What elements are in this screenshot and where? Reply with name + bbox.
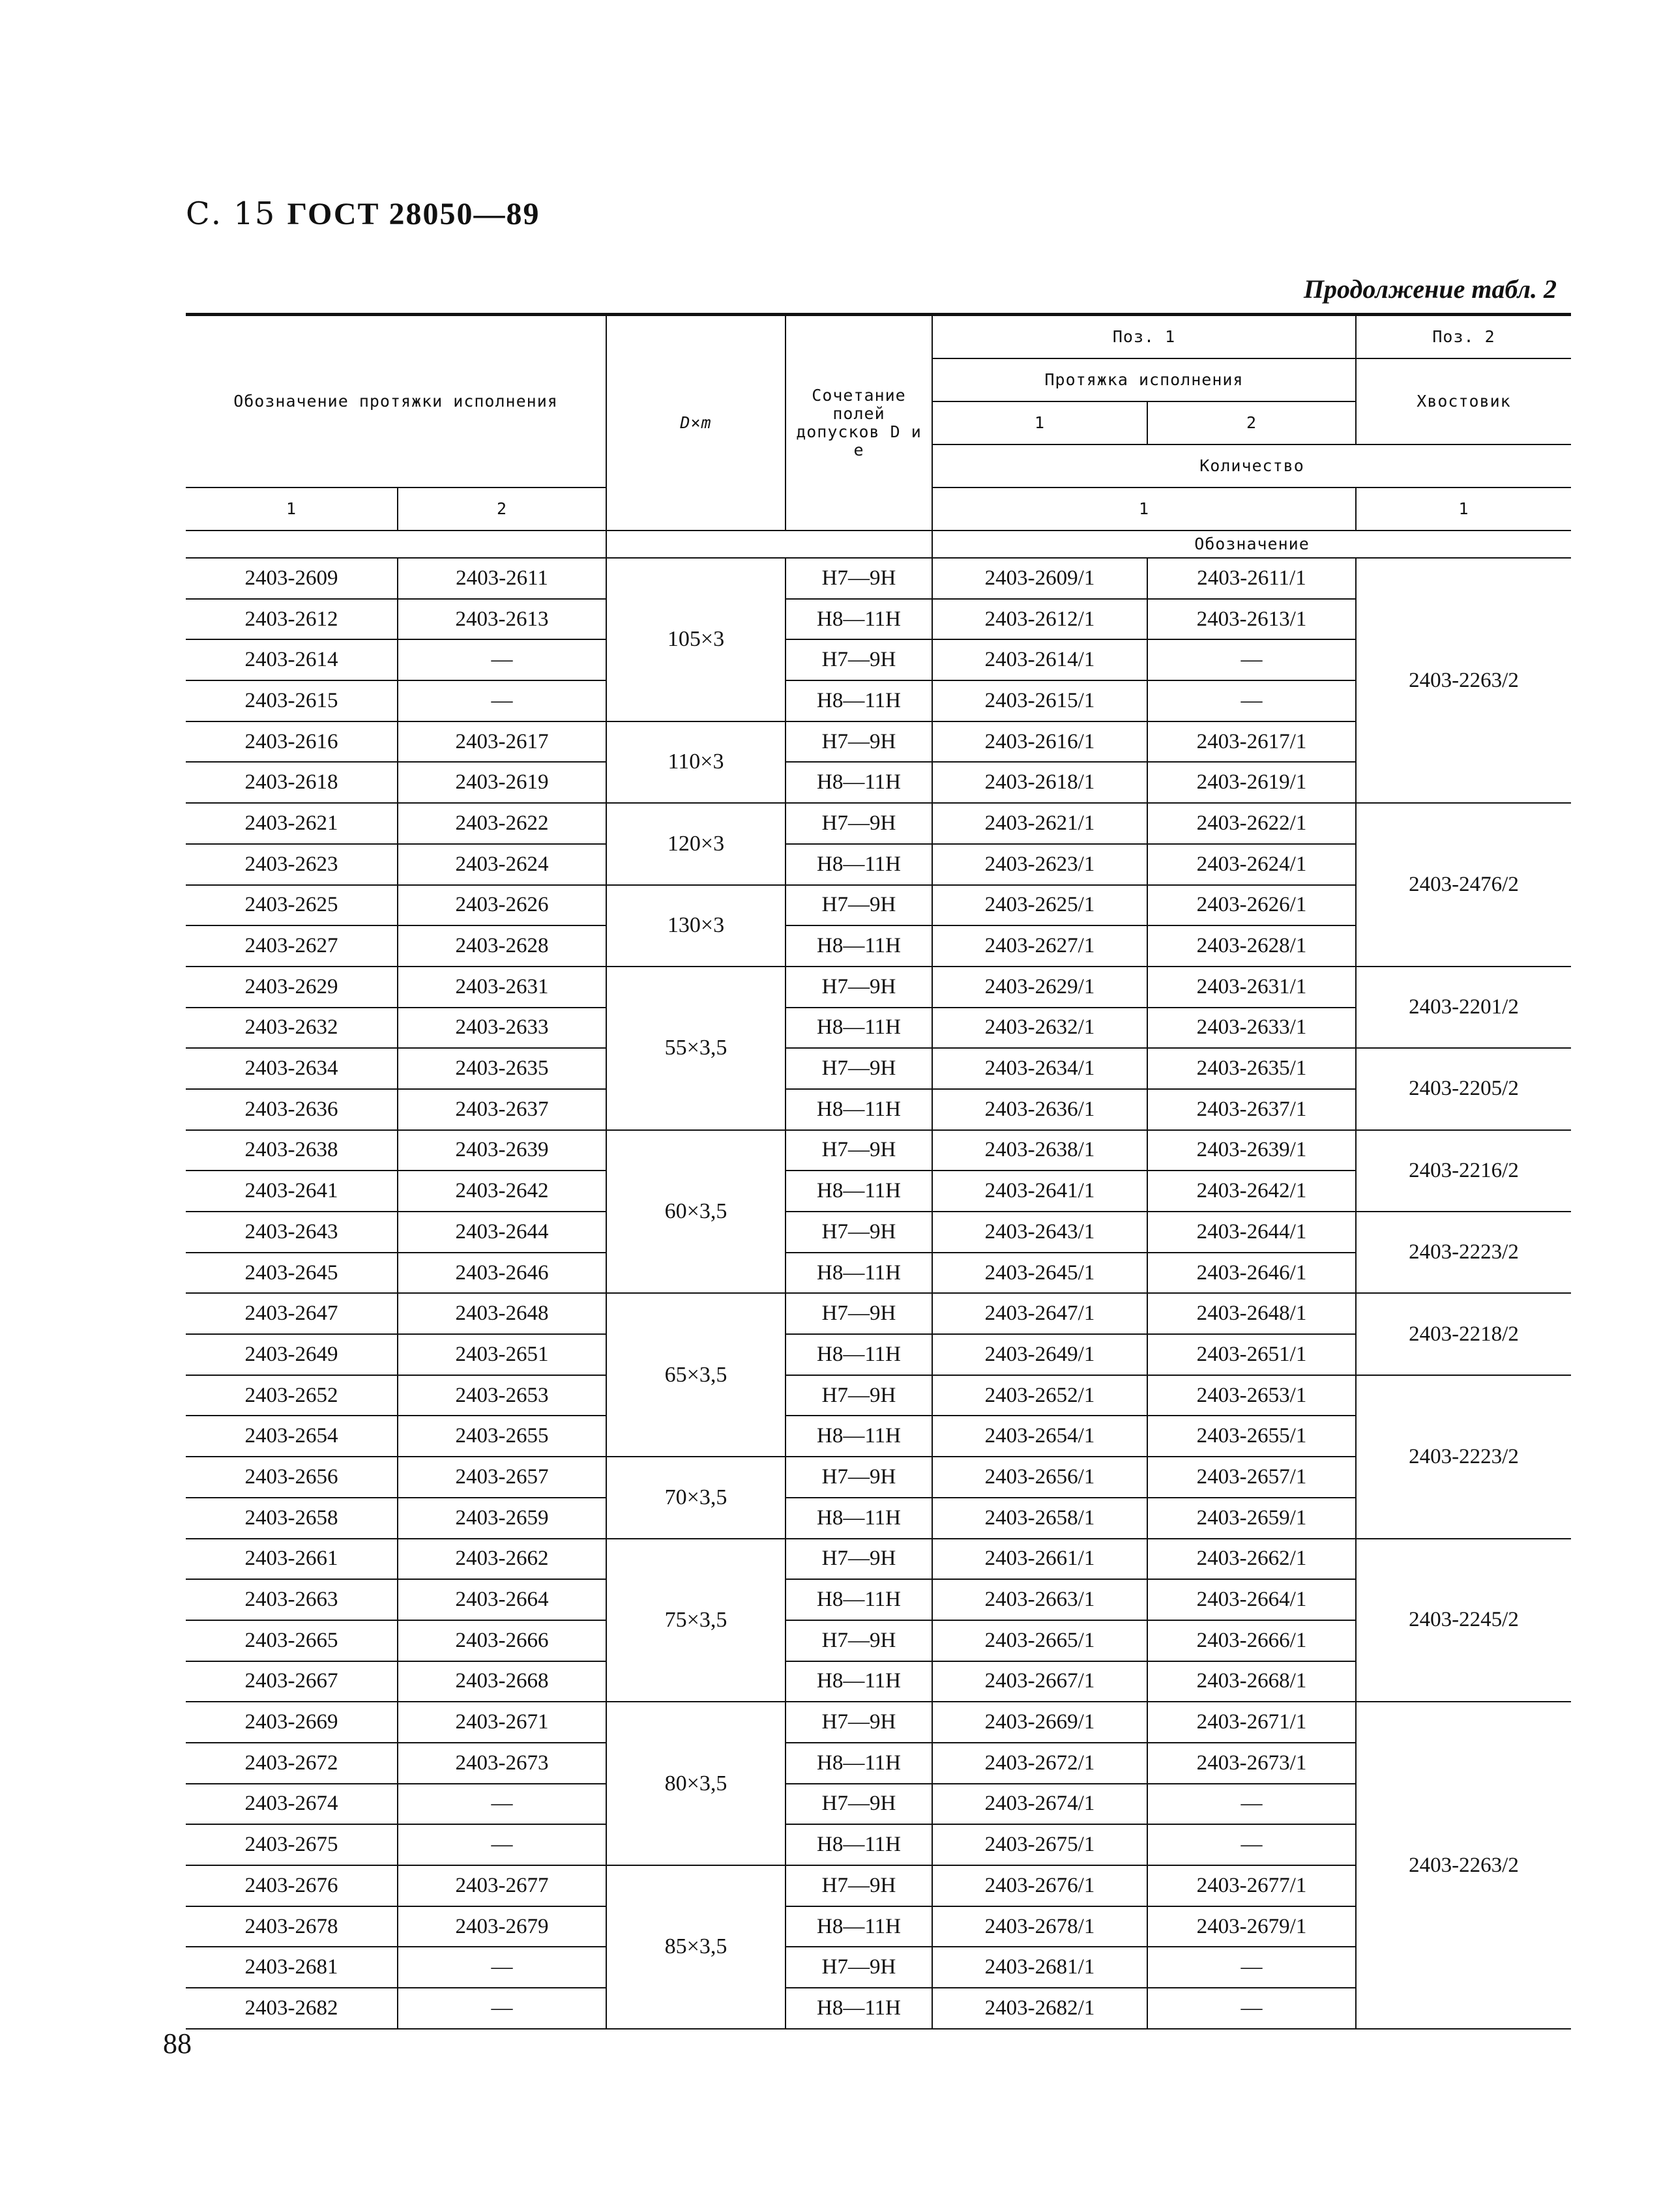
shank-cell: 2403-2201/2 [1356,967,1571,1048]
tolerance-cell: H7—9H [786,1539,932,1580]
tolerance-cell: H8—11H [786,599,932,640]
header-col-1: 1 [186,488,398,531]
header-sub-1: 1 [932,401,1147,444]
designation-2-cell: 2403-2679 [398,1906,606,1947]
tolerance-cell: H8—11H [786,1988,932,2029]
header-dxm [606,315,786,531]
designation-2-cell: — [398,1784,606,1825]
header-blank-mid [606,531,932,558]
page-header [186,196,540,232]
designation-1-cell: 2403-2609 [186,558,398,599]
tolerance-cell: H8—11H [786,925,932,967]
designation-2-cell: 2403-2639 [398,1130,606,1171]
designation-1-cell: 2403-2667 [186,1661,398,1702]
pos1-version-1-cell: 2403-2675/1 [932,1824,1147,1865]
pos1-version-1-cell: 2403-2643/1 [932,1212,1147,1253]
shank-cell: 2403-2245/2 [1356,1539,1571,1702]
table-row [186,558,1571,599]
designation-2-cell: 2403-2668 [398,1661,606,1702]
pos1-version-1-cell: 2403-2634/1 [932,1048,1147,1089]
dimension-cell: 55×3,5 [606,967,786,1130]
pos1-version-1-cell: 2403-2618/1 [932,762,1147,803]
pos1-version-1-cell: 2403-2632/1 [932,1008,1147,1049]
pos1-version-1-cell: 2403-2661/1 [932,1539,1147,1580]
pos1-version-2-cell: 2403-2655/1 [1147,1416,1356,1457]
designation-1-cell: 2403-2612 [186,599,398,640]
pos1-version-1-cell: 2403-2623/1 [932,844,1147,885]
pos1-version-2-cell: 2403-2633/1 [1147,1008,1356,1049]
designation-1-cell: 2403-2665 [186,1620,398,1661]
pos1-version-2-cell: 2403-2653/1 [1147,1375,1356,1416]
tolerance-cell: H7—9H [786,1947,932,1988]
pos1-version-1-cell: 2403-2665/1 [932,1620,1147,1661]
designation-1-cell: 2403-2627 [186,925,398,967]
designation-1-cell: 2403-2656 [186,1457,398,1498]
pos1-version-2-cell: 2403-2613/1 [1147,599,1356,640]
designation-1-cell: 2403-2615 [186,680,398,721]
pos1-version-2-cell: 2403-2631/1 [1147,967,1356,1008]
tolerance-cell: H8—11H [786,762,932,803]
table-row [186,803,1571,844]
tolerance-cell: H8—11H [786,1906,932,1947]
page-number: 88 [163,2028,192,2059]
dimension-cell: 105×3 [606,558,786,721]
header-sub-2: 2 [1147,401,1356,444]
tolerance-cell: H8—11H [786,680,932,721]
tolerance-cell: H7—9H [786,1130,932,1171]
table-row [186,1130,1571,1171]
tolerance-cell: H8—11H [786,1661,932,1702]
designation-1-cell: 2403-2669 [186,1702,398,1743]
designation-1-cell: 2403-2641 [186,1171,398,1212]
pos1-version-1-cell: 2403-2676/1 [932,1865,1147,1906]
pos1-version-2-cell: 2403-2628/1 [1147,925,1356,967]
dimension-cell: 75×3,5 [606,1539,786,1702]
pos1-version-2-cell: 2403-2666/1 [1147,1620,1356,1661]
pos1-version-1-cell: 2403-2647/1 [932,1293,1147,1334]
tolerance-cell: H7—9H [786,1457,932,1498]
pos1-version-2-cell: 2403-2622/1 [1147,803,1356,844]
designation-1-cell: 2403-2636 [186,1089,398,1130]
designation-2-cell: 2403-2613 [398,599,606,640]
broach-table [186,313,1571,2030]
pos1-version-2-cell: 2403-2673/1 [1147,1743,1356,1784]
pos1-version-1-cell: 2403-2678/1 [932,1906,1147,1947]
tolerance-cell: H7—9H [786,1784,932,1825]
pos1-version-1-cell: 2403-2636/1 [932,1089,1147,1130]
designation-2-cell: 2403-2651 [398,1334,606,1375]
designation-2-cell: 2403-2637 [398,1089,606,1130]
pos1-version-2-cell: 2403-2626/1 [1147,885,1356,926]
designation-1-cell: 2403-2682 [186,1988,398,2029]
header-blank-left [186,531,606,558]
designation-1-cell: 2403-2621 [186,803,398,844]
designation-2-cell: — [398,680,606,721]
header-designation: Обозначение протяжки исполнения [186,315,606,488]
pos1-version-1-cell: 2403-2627/1 [932,925,1147,967]
pos1-version-1-cell: 2403-2638/1 [932,1130,1147,1171]
pos1-version-1-cell: 2403-2652/1 [932,1375,1147,1416]
designation-2-cell: 2403-2635 [398,1048,606,1089]
header-dxm-text: D×m [680,413,712,432]
designation-1-cell: 2403-2649 [186,1334,398,1375]
header-shank: Хвостовик [1356,358,1571,444]
pos1-version-1-cell: 2403-2656/1 [932,1457,1147,1498]
table-row [186,1539,1571,1580]
tolerance-cell: H8—11H [786,1171,932,1212]
designation-1-cell: 2403-2672 [186,1743,398,1784]
pos1-version-1-cell: 2403-2669/1 [932,1702,1147,1743]
pos1-version-2-cell: 2403-2657/1 [1147,1457,1356,1498]
pos1-version-1-cell: 2403-2667/1 [932,1661,1147,1702]
designation-2-cell: 2403-2662 [398,1539,606,1580]
tolerance-cell: H8—11H [786,1498,932,1539]
header-col-2: 2 [398,488,606,531]
pos1-version-1-cell: 2403-2612/1 [932,599,1147,640]
tolerance-cell: H8—11H [786,1579,932,1620]
designation-2-cell: — [398,1988,606,2029]
pos1-version-2-cell: — [1147,1784,1356,1825]
tolerance-cell: H7—9H [786,1293,932,1334]
designation-2-cell: 2403-2619 [398,762,606,803]
pos1-version-2-cell: 2403-2624/1 [1147,844,1356,885]
tolerance-cell: H8—11H [786,1253,932,1294]
designation-1-cell: 2403-2678 [186,1906,398,1947]
pos1-version-2-cell: 2403-2668/1 [1147,1661,1356,1702]
pos1-version-1-cell: 2403-2621/1 [932,803,1147,844]
pos1-version-1-cell: 2403-2654/1 [932,1416,1147,1457]
tolerance-cell: H7—9H [786,1212,932,1253]
tolerance-cell: H7—9H [786,721,932,763]
document-title: ГОСТ 28050—89 [287,197,540,231]
header-pos2: Поз. 2 [1356,315,1571,359]
designation-2-cell: — [398,639,606,680]
tolerance-cell: H8—11H [786,1008,932,1049]
pos1-version-2-cell: 2403-2664/1 [1147,1579,1356,1620]
designation-2-cell: 2403-2671 [398,1702,606,1743]
dimension-cell: 130×3 [606,885,786,967]
designation-1-cell: 2403-2675 [186,1824,398,1865]
shank-cell: 2403-2476/2 [1356,803,1571,967]
pos1-version-2-cell: — [1147,1947,1356,1988]
table-row [186,1702,1571,1743]
designation-2-cell: 2403-2622 [398,803,606,844]
tolerance-cell: H8—11H [786,1824,932,1865]
designation-1-cell: 2403-2629 [186,967,398,1008]
pos1-version-1-cell: 2403-2641/1 [932,1171,1147,1212]
table-row [186,1375,1571,1416]
tolerance-cell: H8—11H [786,1743,932,1784]
pos1-version-2-cell: 2403-2677/1 [1147,1865,1356,1906]
header-quantity: Количество [932,444,1571,488]
designation-2-cell: 2403-2624 [398,844,606,885]
pos1-version-2-cell: 2403-2671/1 [1147,1702,1356,1743]
designation-2-cell: 2403-2673 [398,1743,606,1784]
pos1-version-2-cell: 2403-2651/1 [1147,1334,1356,1375]
designation-1-cell: 2403-2674 [186,1784,398,1825]
designation-1-cell: 2403-2661 [186,1539,398,1580]
designation-2-cell: 2403-2628 [398,925,606,967]
header-designation-bottom: Обозначение [932,531,1571,558]
pos1-version-2-cell: 2403-2644/1 [1147,1212,1356,1253]
shank-cell: 2403-2205/2 [1356,1048,1571,1129]
pos1-version-2-cell: 2403-2611/1 [1147,558,1356,599]
designation-1-cell: 2403-2632 [186,1008,398,1049]
dimension-cell: 65×3,5 [606,1293,786,1457]
dimension-cell: 80×3,5 [606,1702,786,1865]
designation-2-cell: 2403-2626 [398,885,606,926]
pos1-version-1-cell: 2403-2672/1 [932,1743,1147,1784]
pos1-version-1-cell: 2403-2649/1 [932,1334,1147,1375]
table-row [186,967,1571,1008]
pos1-version-1-cell: 2403-2674/1 [932,1784,1147,1825]
pos1-version-1-cell: 2403-2681/1 [932,1947,1147,1988]
shank-cell: 2403-2223/2 [1356,1212,1571,1293]
shank-cell: 2403-2218/2 [1356,1293,1571,1375]
pos1-version-1-cell: 2403-2615/1 [932,680,1147,721]
designation-1-cell: 2403-2647 [186,1293,398,1334]
pos1-version-1-cell: 2403-2645/1 [932,1253,1147,1294]
designation-1-cell: 2403-2625 [186,885,398,926]
designation-1-cell: 2403-2634 [186,1048,398,1089]
tolerance-cell: H7—9H [786,1048,932,1089]
pos1-version-2-cell: 2403-2659/1 [1147,1498,1356,1539]
header-qty-1: 1 [932,488,1356,531]
designation-2-cell: 2403-2642 [398,1171,606,1212]
designation-2-cell: 2403-2655 [398,1416,606,1457]
header-qty-2: 1 [1356,488,1571,531]
tolerance-cell: H7—9H [786,1620,932,1661]
table-row [186,1293,1571,1334]
pos1-version-2-cell: 2403-2646/1 [1147,1253,1356,1294]
shank-cell: 2403-2216/2 [1356,1130,1571,1212]
designation-2-cell: — [398,1947,606,1988]
designation-2-cell: 2403-2617 [398,721,606,763]
pos1-version-2-cell: — [1147,1824,1356,1865]
pos1-version-1-cell: 2403-2609/1 [932,558,1147,599]
designation-2-cell: 2403-2646 [398,1253,606,1294]
pos1-version-1-cell: 2403-2682/1 [932,1988,1147,2029]
designation-2-cell: 2403-2666 [398,1620,606,1661]
designation-1-cell: 2403-2658 [186,1498,398,1539]
table-row [186,1048,1571,1089]
designation-1-cell: 2403-2643 [186,1212,398,1253]
dimension-cell: 120×3 [606,803,786,884]
shank-cell: 2403-2263/2 [1356,558,1571,803]
designation-1-cell: 2403-2614 [186,639,398,680]
header-tolerance-combination: Сочетание полей допусков D и e [786,315,932,531]
designation-1-cell: 2403-2663 [186,1579,398,1620]
designation-2-cell: 2403-2611 [398,558,606,599]
pos1-version-1-cell: 2403-2616/1 [932,721,1147,763]
dimension-cell: 85×3,5 [606,1865,786,2029]
tolerance-cell: H8—11H [786,1089,932,1130]
designation-1-cell: 2403-2676 [186,1865,398,1906]
tolerance-cell: H7—9H [786,1865,932,1906]
pos1-version-1-cell: 2403-2629/1 [932,967,1147,1008]
designation-1-cell: 2403-2623 [186,844,398,885]
table-header [186,315,1571,559]
tolerance-cell: H7—9H [786,558,932,599]
designation-1-cell: 2403-2638 [186,1130,398,1171]
tolerance-cell: H8—11H [786,844,932,885]
designation-2-cell: — [398,1824,606,1865]
header-pos1: Поз. 1 [932,315,1356,359]
tolerance-cell: H7—9H [786,885,932,926]
dimension-cell: 70×3,5 [606,1457,786,1538]
pos1-version-2-cell: 2403-2642/1 [1147,1171,1356,1212]
designation-2-cell: 2403-2677 [398,1865,606,1906]
pos1-version-1-cell: 2403-2658/1 [932,1498,1147,1539]
designation-1-cell: 2403-2681 [186,1947,398,1988]
pos1-version-2-cell: 2403-2619/1 [1147,762,1356,803]
tolerance-cell: H7—9H [786,1375,932,1416]
tolerance-cell: H7—9H [786,967,932,1008]
designation-2-cell: 2403-2653 [398,1375,606,1416]
designation-2-cell: 2403-2633 [398,1008,606,1049]
shank-cell: 2403-2223/2 [1356,1375,1571,1539]
tolerance-cell: H7—9H [786,639,932,680]
tolerance-cell: H8—11H [786,1334,932,1375]
pos1-version-2-cell: 2403-2679/1 [1147,1906,1356,1947]
designation-2-cell: 2403-2648 [398,1293,606,1334]
designation-1-cell: 2403-2618 [186,762,398,803]
pos1-version-2-cell: — [1147,1988,1356,2029]
page-prefix: С. 15 [186,196,276,232]
pos1-version-2-cell: — [1147,639,1356,680]
table-body [186,558,1571,2029]
pos1-version-2-cell: 2403-2617/1 [1147,721,1356,763]
designation-2-cell: 2403-2631 [398,967,606,1008]
designation-1-cell: 2403-2616 [186,721,398,763]
pos1-version-2-cell: 2403-2635/1 [1147,1048,1356,1089]
table-row [186,1212,1571,1253]
designation-2-cell: 2403-2644 [398,1212,606,1253]
designation-1-cell: 2403-2654 [186,1416,398,1457]
dimension-cell: 110×3 [606,721,786,803]
tolerance-cell: H7—9H [786,803,932,844]
pos1-version-1-cell: 2403-2663/1 [932,1579,1147,1620]
designation-2-cell: 2403-2664 [398,1579,606,1620]
designation-1-cell: 2403-2652 [186,1375,398,1416]
designation-2-cell: 2403-2659 [398,1498,606,1539]
pos1-version-2-cell: 2403-2662/1 [1147,1539,1356,1580]
pos1-version-1-cell: 2403-2614/1 [932,639,1147,680]
header-broach-version: Протяжка исполнения [932,358,1356,401]
pos1-version-2-cell: 2403-2639/1 [1147,1130,1356,1171]
pos1-version-2-cell: 2403-2637/1 [1147,1089,1356,1130]
tolerance-cell: H7—9H [786,1702,932,1743]
pos1-version-2-cell: — [1147,680,1356,721]
designation-1-cell: 2403-2645 [186,1253,398,1294]
pos1-version-2-cell: 2403-2648/1 [1147,1293,1356,1334]
pos1-version-1-cell: 2403-2625/1 [932,885,1147,926]
tolerance-cell: H8—11H [786,1416,932,1457]
table-continuation-label: Продолжение табл. 2 [1303,274,1557,304]
shank-cell: 2403-2263/2 [1356,1702,1571,2029]
dimension-cell: 60×3,5 [606,1130,786,1294]
designation-2-cell: 2403-2657 [398,1457,606,1498]
